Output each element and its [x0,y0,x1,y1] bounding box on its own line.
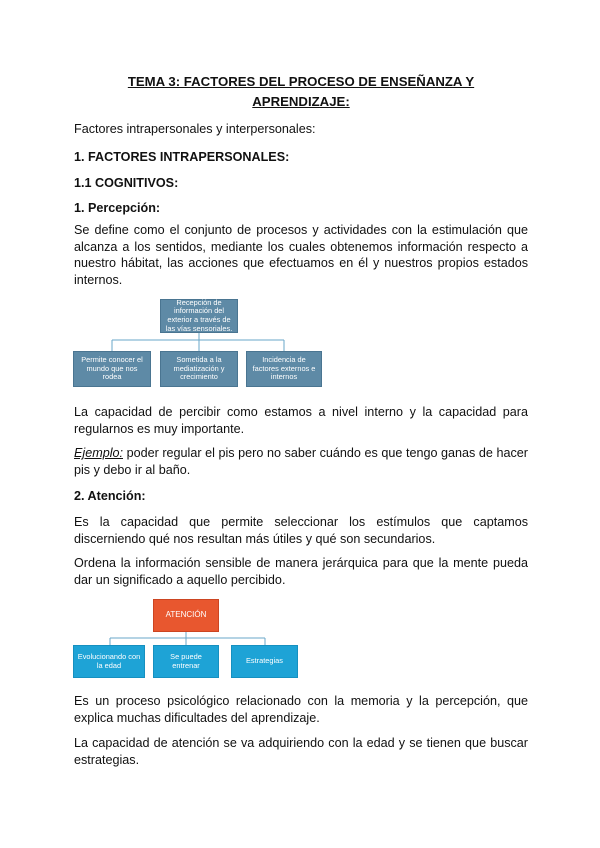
atencion-diagram-child: Estrategias [231,645,298,678]
atencion-paragraph-2: Ordena la información sensible de manera jerárquica para que la mente pueda dar un significado a aquello percibido. [74,556,528,587]
percepcion-diagram-child: Permite conocer el mundo que nos rodea [73,351,151,387]
example-label: Ejemplo: [74,446,123,460]
atencion-diagram-root: ATENCIÓN [153,599,219,632]
heading-atencion: 2. Atención: [74,489,146,503]
example-text: poder regular el pis pero no saber cuándo es que tengo ganas de hacer pis y debo ir al baño. [74,446,528,477]
atencion-diagram-child: Se puede entrenar [153,645,219,678]
section-heading-intrapersonales: 1. FACTORES INTRAPERSONALES: [74,150,290,164]
percepcion-diagram-child: Incidencia de factores externos e internos [246,351,322,387]
heading-percepcion: 1. Percepción: [74,201,161,215]
atencion-paragraph-4: La capacidad de atención se va adquiriendo con la edad y se tienen que buscar estrategias. [74,736,528,767]
atencion-paragraph-3: Es un proceso psicológico relacionado con la memoria y la percepción, que explica muchas dificultades del aprendizaje. [74,694,528,725]
percepcion-paragraph-2: La capacidad de percibir como estamos a nivel interno y la capacidad para regularnos es muy importante. [74,405,528,436]
document-title-line1: TEMA 3: FACTORES DEL PROCESO DE ENSEÑANZA Y [127,74,475,89]
percepcion-diagram-child: Sometida a la mediatización y crecimiento [160,351,238,387]
subsection-heading-cognitivos: 1.1 COGNITIVOS: [74,176,179,190]
percepcion-diagram-root: Recepción de información del exterior a través de las vías sensoriales. [160,299,238,333]
document-title-line2: APRENDIZAJE: [252,94,350,109]
percepcion-definition: Se define como el conjunto de procesos y actividades con la estimulación que alcanza a los sentidos, mediante los cuales obtenemos información respecto a nuestro hábitat, las acciones que efectuamos en él y nuestros propios estados internos. [74,223,528,287]
atencion-diagram-child: Evolucionando con la edad [73,645,145,678]
intro-text: Factores intrapersonales y interpersonales: [74,122,316,136]
atencion-paragraph-1: Es la capacidad que permite seleccionar los estímulos que captamos discerniendo qué nos resultan más útiles y qué son secundarios. [74,515,528,546]
